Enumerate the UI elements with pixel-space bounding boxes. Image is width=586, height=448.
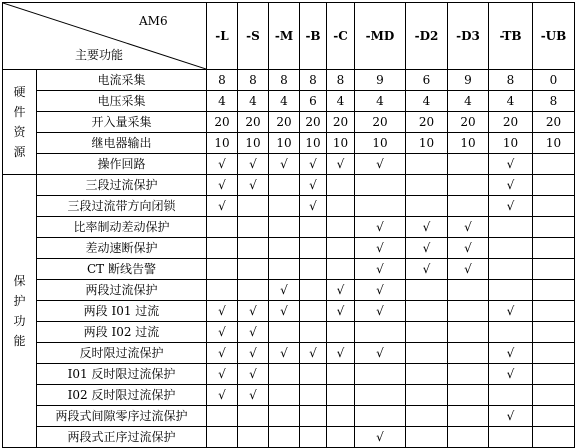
value-cell (489, 280, 533, 301)
value-cell: 20 (489, 112, 533, 133)
table-row (3, 406, 575, 427)
value-cell (238, 280, 269, 301)
value-cell (238, 406, 269, 427)
value-cell: √ (406, 238, 448, 259)
value-cell: √ (355, 280, 406, 301)
value-cell (406, 406, 448, 427)
category-char: 护 (13, 294, 26, 308)
value-cell: √ (355, 217, 406, 238)
value-cell (355, 175, 406, 196)
value-cell (207, 238, 238, 259)
value-cell: √ (327, 154, 355, 175)
category-char: 资 (13, 125, 26, 139)
value-cell (300, 406, 327, 427)
value-cell: 8 (238, 70, 269, 91)
model-header: -M (269, 3, 300, 70)
value-cell (533, 301, 575, 322)
table-row (3, 364, 575, 385)
value-cell (300, 322, 327, 343)
function-label: 开入量采集 (37, 112, 207, 133)
function-label: 操作回路 (37, 154, 207, 175)
value-cell: √ (448, 259, 489, 280)
table-row (3, 70, 575, 91)
value-cell (327, 406, 355, 427)
value-cell: √ (238, 364, 269, 385)
value-cell (269, 196, 300, 217)
table-row (3, 301, 575, 322)
value-cell: 20 (355, 112, 406, 133)
value-cell (300, 238, 327, 259)
category-char: 功 (13, 314, 26, 328)
value-cell (269, 385, 300, 406)
table-body (3, 70, 575, 448)
value-cell: 10 (207, 133, 238, 154)
value-cell (533, 322, 575, 343)
value-cell: 20 (207, 112, 238, 133)
function-label: 三段过流保护 (37, 175, 207, 196)
value-cell (269, 238, 300, 259)
table-row (3, 154, 575, 175)
value-cell: √ (238, 385, 269, 406)
value-cell (300, 427, 327, 448)
value-cell: √ (448, 238, 489, 259)
value-cell (300, 364, 327, 385)
value-cell: √ (489, 406, 533, 427)
table-row (3, 238, 575, 259)
value-cell (533, 427, 575, 448)
function-label: 两段过流保护 (37, 280, 207, 301)
value-cell: 10 (300, 133, 327, 154)
function-label: CT 断线告警 (37, 259, 207, 280)
value-cell (489, 259, 533, 280)
value-cell: 20 (300, 112, 327, 133)
value-cell: √ (207, 301, 238, 322)
value-cell (269, 364, 300, 385)
value-cell (533, 196, 575, 217)
table-row (3, 112, 575, 133)
value-cell (269, 322, 300, 343)
value-cell (489, 217, 533, 238)
table-row (3, 196, 575, 217)
value-cell: 6 (300, 91, 327, 112)
value-cell (355, 322, 406, 343)
value-cell (300, 280, 327, 301)
value-cell (207, 406, 238, 427)
model-header: -MD (355, 3, 406, 70)
value-cell (327, 385, 355, 406)
value-cell (207, 280, 238, 301)
value-cell (327, 238, 355, 259)
function-label: 两段式间隙零序过流保护 (37, 406, 207, 427)
value-cell: 20 (448, 112, 489, 133)
value-cell (533, 343, 575, 364)
value-cell (269, 175, 300, 196)
category-char: 保 (13, 274, 26, 288)
corner-function-label: 主要功能 (75, 48, 124, 62)
value-cell: 9 (448, 70, 489, 91)
value-cell (448, 301, 489, 322)
value-cell: √ (448, 217, 489, 238)
value-cell: 8 (533, 91, 575, 112)
function-label: 电流采集 (37, 70, 207, 91)
value-cell (238, 259, 269, 280)
value-cell: 20 (406, 112, 448, 133)
table-row (3, 427, 575, 448)
value-cell: 10 (489, 133, 533, 154)
value-cell (406, 175, 448, 196)
value-cell: 4 (406, 91, 448, 112)
value-cell: √ (269, 280, 300, 301)
value-cell: √ (355, 154, 406, 175)
corner-model-label: AM6 (139, 14, 168, 28)
value-cell: √ (207, 364, 238, 385)
value-cell (355, 385, 406, 406)
function-table (2, 2, 575, 448)
value-cell (448, 364, 489, 385)
value-cell: √ (327, 301, 355, 322)
value-cell: 20 (533, 112, 575, 133)
value-cell (533, 217, 575, 238)
function-label: 电压采集 (37, 91, 207, 112)
value-cell (207, 217, 238, 238)
function-label: 继电器输出 (37, 133, 207, 154)
value-cell (448, 280, 489, 301)
table-row (3, 91, 575, 112)
value-cell (533, 364, 575, 385)
value-cell: 8 (489, 70, 533, 91)
value-cell: 20 (269, 112, 300, 133)
value-cell: 4 (489, 91, 533, 112)
value-cell (300, 217, 327, 238)
value-cell: √ (207, 154, 238, 175)
function-label: I02 反时限过流保护 (37, 385, 207, 406)
value-cell (489, 238, 533, 259)
function-label: 差动速断保护 (37, 238, 207, 259)
value-cell: 10 (238, 133, 269, 154)
category-label (3, 175, 37, 448)
value-cell (533, 280, 575, 301)
value-cell: 20 (238, 112, 269, 133)
function-label: 两段式正序过流保护 (37, 427, 207, 448)
value-cell (300, 301, 327, 322)
value-cell (489, 385, 533, 406)
value-cell: √ (207, 322, 238, 343)
value-cell (355, 196, 406, 217)
value-cell (327, 196, 355, 217)
value-cell (238, 217, 269, 238)
value-cell (300, 385, 327, 406)
value-cell (327, 217, 355, 238)
value-cell (533, 406, 575, 427)
value-cell (406, 343, 448, 364)
value-cell: √ (355, 259, 406, 280)
category-label (3, 70, 37, 175)
value-cell (269, 406, 300, 427)
value-cell: √ (489, 196, 533, 217)
table-row (3, 175, 575, 196)
value-cell: 4 (269, 91, 300, 112)
value-cell: √ (355, 343, 406, 364)
header-row (3, 3, 575, 70)
value-cell (327, 364, 355, 385)
value-cell: √ (207, 196, 238, 217)
table-row (3, 343, 575, 364)
value-cell (406, 196, 448, 217)
value-cell: √ (300, 196, 327, 217)
value-cell: 10 (269, 133, 300, 154)
table-row (3, 259, 575, 280)
value-cell: √ (269, 154, 300, 175)
value-cell: 8 (327, 70, 355, 91)
value-cell: √ (355, 301, 406, 322)
value-cell: √ (489, 154, 533, 175)
value-cell (327, 427, 355, 448)
value-cell (269, 217, 300, 238)
value-cell: √ (238, 175, 269, 196)
value-cell (355, 364, 406, 385)
value-cell: √ (489, 175, 533, 196)
value-cell (406, 427, 448, 448)
value-cell (448, 385, 489, 406)
model-header: -D3 (448, 3, 489, 70)
value-cell: √ (300, 175, 327, 196)
value-cell: 8 (269, 70, 300, 91)
value-cell (269, 427, 300, 448)
value-cell (533, 154, 575, 175)
value-cell: √ (327, 280, 355, 301)
model-header: -D2 (406, 3, 448, 70)
corner-cell (3, 3, 207, 70)
value-cell: 9 (355, 70, 406, 91)
value-cell (489, 322, 533, 343)
value-cell: √ (355, 238, 406, 259)
value-cell: √ (238, 343, 269, 364)
value-cell (533, 385, 575, 406)
model-header: -B (300, 3, 327, 70)
category-char: 件 (13, 105, 26, 119)
value-cell (238, 238, 269, 259)
function-label: 两段 I02 过流 (37, 322, 207, 343)
category-char: 能 (13, 334, 26, 348)
function-label: I01 反时限过流保护 (37, 364, 207, 385)
value-cell (489, 427, 533, 448)
table-row (3, 385, 575, 406)
value-cell: √ (327, 343, 355, 364)
value-cell (406, 280, 448, 301)
table-row (3, 280, 575, 301)
value-cell (238, 196, 269, 217)
value-cell: 4 (448, 91, 489, 112)
value-cell (448, 406, 489, 427)
model-header: -TB (489, 3, 533, 70)
value-cell: √ (300, 154, 327, 175)
model-header: -S (238, 3, 269, 70)
function-label: 两段 I01 过流 (37, 301, 207, 322)
category-char: 源 (13, 145, 26, 159)
value-cell: √ (238, 301, 269, 322)
table-row (3, 322, 575, 343)
value-cell: √ (489, 301, 533, 322)
value-cell: 6 (406, 70, 448, 91)
value-cell (269, 259, 300, 280)
value-cell (207, 427, 238, 448)
value-cell: √ (207, 175, 238, 196)
value-cell: √ (300, 343, 327, 364)
function-label: 反时限过流保护 (37, 343, 207, 364)
value-cell: √ (355, 427, 406, 448)
value-cell: √ (238, 154, 269, 175)
model-header: -UB (533, 3, 575, 70)
value-cell (406, 154, 448, 175)
value-cell (355, 406, 406, 427)
value-cell (406, 322, 448, 343)
table-row (3, 217, 575, 238)
value-cell (300, 259, 327, 280)
value-cell (533, 259, 575, 280)
value-cell: √ (406, 217, 448, 238)
value-cell: 8 (300, 70, 327, 91)
value-cell: √ (489, 364, 533, 385)
table-row (3, 133, 575, 154)
value-cell (448, 322, 489, 343)
value-cell: √ (489, 343, 533, 364)
value-cell: √ (269, 301, 300, 322)
value-cell: √ (207, 343, 238, 364)
value-cell: 10 (355, 133, 406, 154)
value-cell: √ (207, 385, 238, 406)
value-cell (448, 343, 489, 364)
value-cell (327, 322, 355, 343)
value-cell (448, 154, 489, 175)
value-cell (533, 238, 575, 259)
value-cell: 4 (238, 91, 269, 112)
value-cell: 8 (207, 70, 238, 91)
category-char: 硬 (13, 85, 26, 99)
value-cell (448, 427, 489, 448)
value-cell (448, 196, 489, 217)
value-cell (238, 427, 269, 448)
value-cell (207, 259, 238, 280)
value-cell (448, 175, 489, 196)
value-cell: 4 (355, 91, 406, 112)
value-cell: √ (238, 322, 269, 343)
value-cell (327, 175, 355, 196)
model-header: -L (207, 3, 238, 70)
value-cell: 0 (533, 70, 575, 91)
value-cell: 20 (327, 112, 355, 133)
value-cell: 4 (207, 91, 238, 112)
value-cell: 4 (327, 91, 355, 112)
value-cell (327, 259, 355, 280)
function-label: 比率制动差动保护 (37, 217, 207, 238)
value-cell: 10 (533, 133, 575, 154)
value-cell (406, 364, 448, 385)
value-cell: 10 (448, 133, 489, 154)
value-cell: 10 (406, 133, 448, 154)
function-label: 三段过流带方向闭锁 (37, 196, 207, 217)
value-cell (533, 175, 575, 196)
model-header: -C (327, 3, 355, 70)
value-cell: 10 (327, 133, 355, 154)
value-cell (406, 385, 448, 406)
value-cell (406, 301, 448, 322)
value-cell: √ (269, 343, 300, 364)
value-cell: √ (406, 259, 448, 280)
